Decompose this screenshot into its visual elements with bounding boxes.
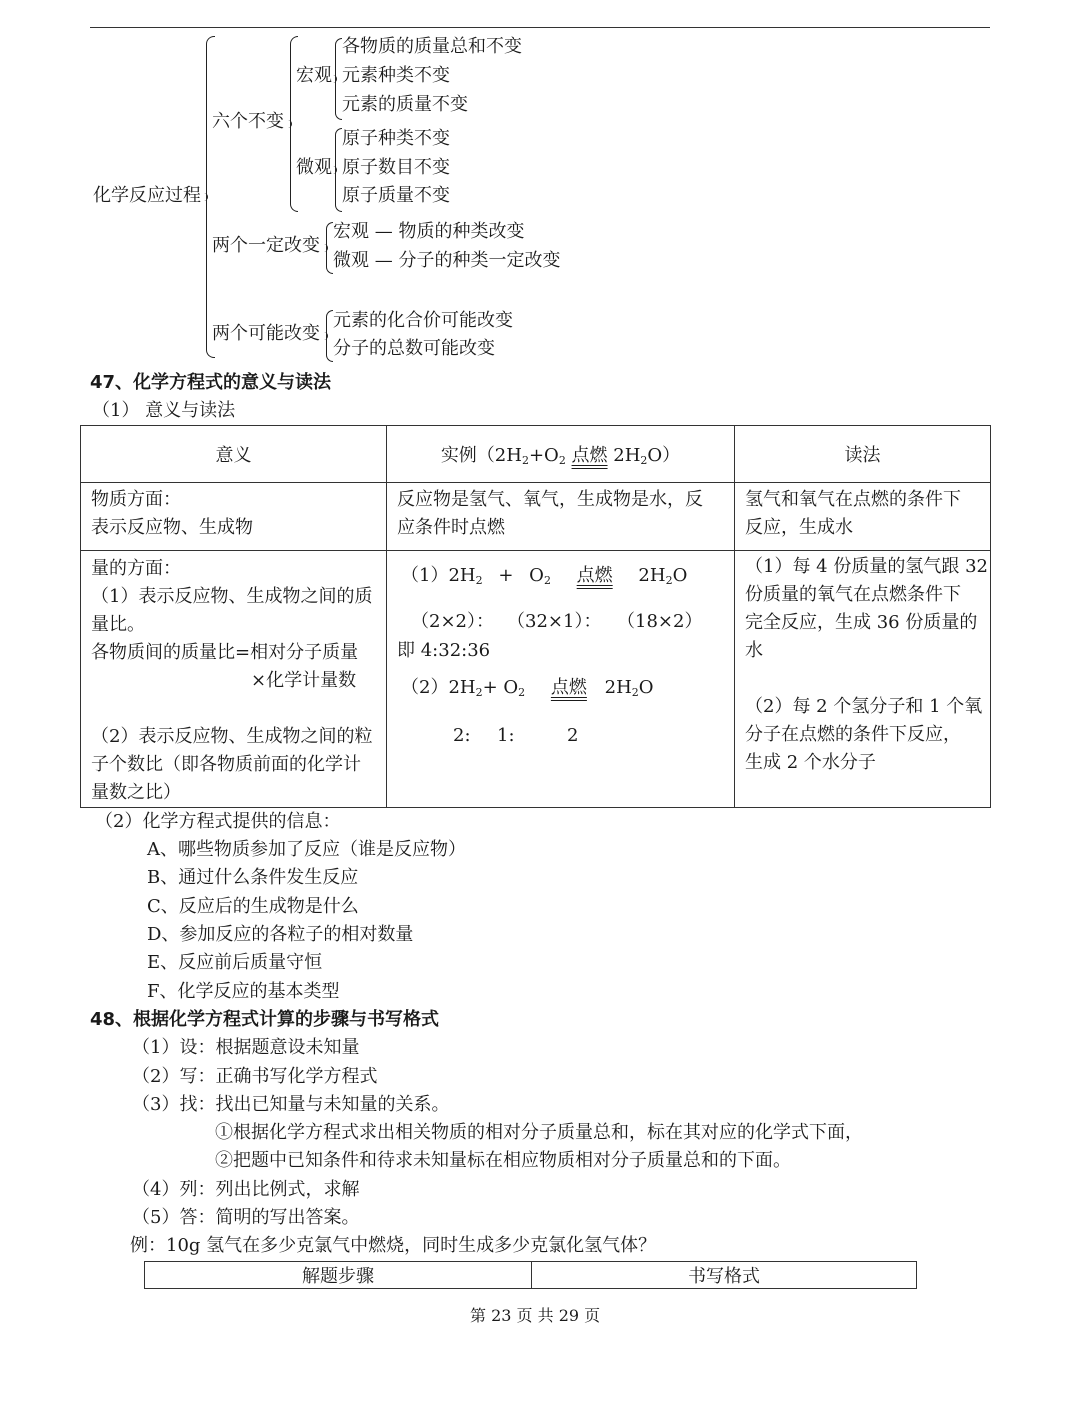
step-item: （1）设：根据题意设未知量 bbox=[132, 1037, 360, 1058]
header-reading: 读法 bbox=[735, 426, 991, 483]
row2-reading-line: 水 bbox=[745, 640, 763, 661]
page-number: 第 23 页 共 29 页 bbox=[470, 1306, 601, 1325]
macro-brace bbox=[335, 38, 342, 120]
six-brace bbox=[290, 36, 298, 212]
eq2-condition: 点燃 bbox=[550, 677, 587, 698]
row2-meaning-line: 子个数比（即各物质前面的化学计 bbox=[91, 754, 361, 775]
six-unchanged-label: 六个不变 bbox=[212, 111, 284, 132]
sub-step-item: ①根据化学方程式求出相关物质的相对分子质量总和，标在其对应的化学式下面， bbox=[215, 1122, 863, 1143]
row2-meaning-line: 量数之比） bbox=[91, 782, 181, 803]
mass-2: （32×1）： bbox=[507, 611, 602, 632]
eq1-condition: 点燃 bbox=[576, 565, 613, 586]
header-steps: 解题步骤 bbox=[145, 1262, 532, 1289]
section-47-subheading: （1） 意义与读法 bbox=[92, 400, 236, 421]
row2-meaning-line: 量的方面： bbox=[91, 558, 181, 579]
example-question: 例：10g 氢气在多少克氯气中燃烧，同时生成多少克氯化氢气体？ bbox=[130, 1235, 657, 1256]
row2-meaning-line: ×化学计量数 bbox=[251, 670, 357, 691]
solution-table bbox=[144, 1261, 917, 1289]
row2-reading-line: 分子在点燃的条件下反应， bbox=[745, 724, 961, 745]
equation-1: $(1)2H_2 + O_2$ 点燃 $2H_2O$ bbox=[401, 565, 688, 587]
equation-2: $(2)2H_2+ O_2$ 点燃 $2H_2O$ bbox=[401, 677, 654, 699]
row2-reading-line: （2）每 2 个氢分子和 1 个氧 bbox=[745, 696, 983, 717]
mass-1: （2×2）： bbox=[411, 611, 494, 632]
meaning-table bbox=[80, 425, 991, 808]
info-item: E、反应前后质量守恒 bbox=[147, 952, 323, 973]
micro-label: 微观 bbox=[296, 157, 332, 178]
macro-item: 各物质的质量总和不变 bbox=[342, 36, 522, 57]
section-48-heading: 48、根据化学方程式计算的步骤与书写格式 bbox=[90, 1009, 440, 1030]
row2-reading-line: 完全反应，生成 36 份质量的 bbox=[745, 612, 978, 633]
row2-reading bbox=[735, 551, 991, 808]
micro-item: 原子质量不变 bbox=[342, 185, 450, 206]
step-item: （3）找：找出已知量与未知量的关系。 bbox=[132, 1094, 450, 1115]
micro-item: 原子数目不变 bbox=[342, 157, 450, 178]
step-item: （2）写：正确书写化学方程式 bbox=[132, 1066, 378, 1087]
row2-meaning-line: 量比。 bbox=[91, 614, 145, 635]
header-meaning: 意义 bbox=[81, 426, 387, 483]
row1-reading-line: 氢气和氧气在点燃的条件下 bbox=[745, 489, 961, 510]
row2-reading-line: 份质量的氧气在点燃条件下 bbox=[745, 584, 961, 605]
may-change-item: 元素的化合价可能改变 bbox=[333, 310, 513, 331]
macro-item: 元素的质量不变 bbox=[342, 94, 468, 115]
micro-item: 原子种类不变 bbox=[342, 128, 450, 149]
section-47-subheading-2: （2）化学方程式提供的信息： bbox=[95, 811, 341, 832]
info-item: C、反应后的生成物是什么 bbox=[147, 896, 359, 917]
step-item: （4）列：列出比例式，求解 bbox=[132, 1179, 360, 1200]
row1-meaning bbox=[81, 483, 387, 551]
root-brace bbox=[206, 36, 215, 358]
info-item: F、化学反应的基本类型 bbox=[147, 981, 340, 1002]
step-item: （5）答：简明的写出答案。 bbox=[132, 1207, 360, 1228]
must-change-label: 两个一定改变 bbox=[212, 235, 320, 256]
may-change-item: 分子的总数可能改变 bbox=[333, 338, 495, 359]
row2-meaning-line: 各物质间的质量比=相对分子质量 bbox=[91, 642, 359, 663]
row1-example-line: 应条件时点燃 bbox=[397, 517, 505, 538]
info-item: B、通过什么条件发生反应 bbox=[147, 867, 359, 888]
row1-meaning-line: 物质方面： bbox=[91, 489, 181, 510]
may-change-label: 两个可能改变 bbox=[212, 323, 320, 344]
must-change-item: 宏观 — 物质的种类改变 bbox=[333, 221, 525, 242]
row2-example bbox=[387, 551, 735, 808]
may-change-brace bbox=[326, 310, 333, 362]
info-item: A、哪些物质参加了反应（谁是反应物） bbox=[147, 839, 466, 860]
row2-meaning bbox=[81, 551, 387, 808]
row1-reading-line: 反应，生成水 bbox=[745, 517, 853, 538]
row1-reading bbox=[735, 483, 991, 551]
macro-item: 元素种类不变 bbox=[342, 65, 450, 86]
must-change-brace bbox=[326, 222, 333, 274]
count-1: 2: bbox=[453, 725, 471, 746]
must-change-item: 微观 — 分子的种类一定改变 bbox=[333, 250, 561, 271]
count-2: 1: bbox=[497, 725, 515, 746]
header-example: 实例（$2H_2+O_2$ 点燃 $2H_2O$） bbox=[387, 426, 735, 483]
row2-reading-line: （1）每 4 份质量的氢气跟 32 bbox=[745, 556, 988, 577]
tree-root: 化学反应过程 bbox=[93, 185, 201, 206]
row1-meaning-line: 表示反应物、生成物 bbox=[91, 517, 253, 538]
row1-example-line: 反应物是氢气、氧气，生成物是水，反 bbox=[397, 489, 703, 510]
example-condition: 点燃 bbox=[571, 445, 608, 466]
row1-example bbox=[387, 483, 735, 551]
row2-reading-line: 生成 2 个水分子 bbox=[745, 752, 876, 773]
sub-step-item: ②把题中已知条件和待求未知量标在相应物质相对分子质量总和的下面。 bbox=[215, 1150, 791, 1171]
macro-label: 宏观 bbox=[296, 65, 332, 86]
section-47-heading: 47、化学方程式的意义与读法 bbox=[90, 372, 332, 393]
row2-meaning-line: （1）表示反应物、生成物之间的质 bbox=[91, 586, 373, 607]
mass-ratio: 即 4:32:36 bbox=[397, 640, 491, 661]
mass-3: （18×2） bbox=[617, 611, 703, 632]
header-rule bbox=[90, 27, 990, 28]
header-format: 书写格式 bbox=[532, 1262, 917, 1289]
info-item: D、参加反应的各粒子的相对数量 bbox=[147, 924, 414, 945]
row2-meaning-line: （2）表示反应物、生成物之间的粒 bbox=[91, 726, 373, 747]
count-3: 2 bbox=[567, 725, 579, 746]
micro-brace bbox=[335, 128, 342, 212]
